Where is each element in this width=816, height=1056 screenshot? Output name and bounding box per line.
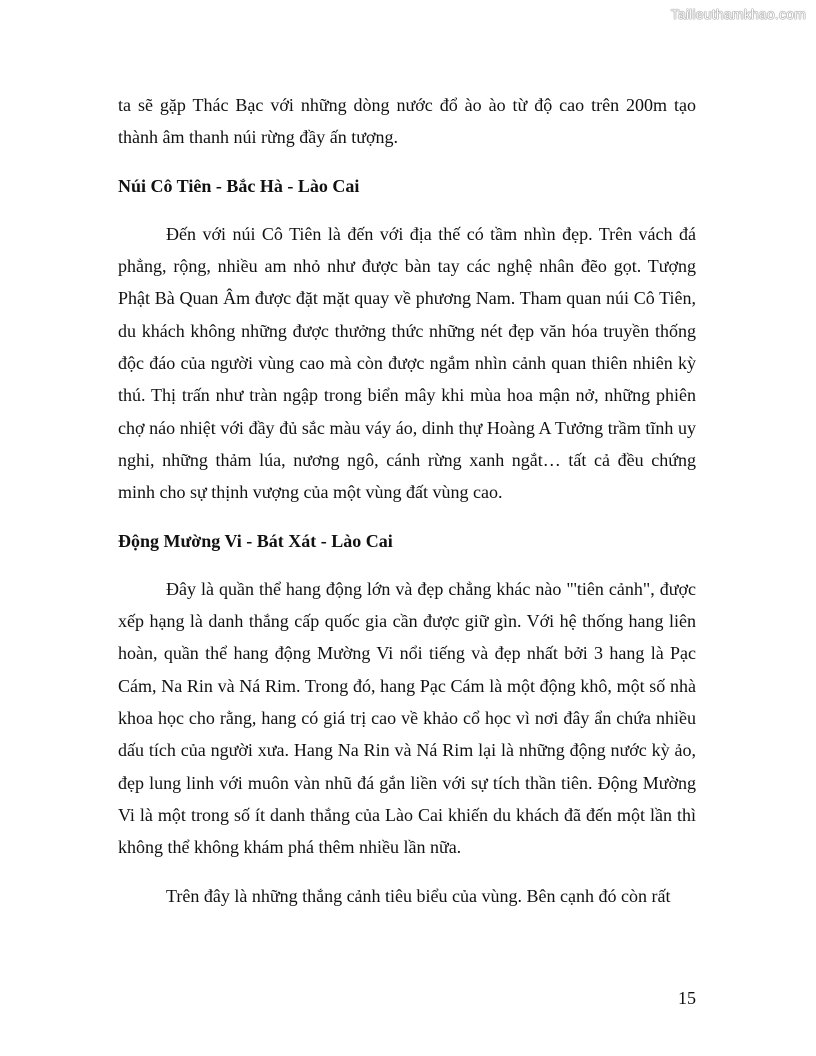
section-heading-nui-co-tien: Núi Cô Tiên - Bắc Hà - Lào Cai (118, 175, 360, 196)
body-paragraph-dong-muong-vi: Đây là quần thể hang động lớn và đẹp chẳng khác nào "'tiên cảnh", được xếp hạng là danh thắng cấp quốc gia cần được giữ gìn. Với hệ thống hang liên hoàn, quần thể hang động Mường Vi nổi tiếng và đẹp nhất bởi 3 hang là Pạc Cám, Na Rin và Ná Rim. Trong đó, hang Pạc Cám là một động khô, một số nhà khoa học cho rằng, hang có giá trị cao về khảo cổ học vì nơi đây ẩn chứa nhiều dấu tích của người xưa. Hang Na Rin và Ná Rim lại là những động nước kỳ ảo, đẹp lung linh với muôn vàn nhũ đá gắn liền với sự tích thần tiên. Động Mường Vi là một trong số ít danh thắng của Lào Cai khiến du khách đã đến một lần thì không thể không khám phá thêm nhiều lần nữa. (118, 578, 696, 858)
page-number: 15 (678, 988, 696, 1008)
section-heading-dong-muong-vi: Động Mường Vi - Bát Xát - Lào Cai (118, 530, 393, 551)
page-content (118, 89, 696, 912)
body-paragraph-nui-co-tien: Đến với núi Cô Tiên là đến với địa thế có tầm nhìn đẹp. Trên vách đá phẳng, rộng, nhiều am nhỏ như được bàn tay các nghệ nhân đẽo gọt. Tượng Phật Bà Quan Âm được đặt mặt quay về phương Nam. Tham quan núi Cô Tiên, du khách không những được thưởng thức những nét đẹp văn hóa truyền thống độc đáo của người vùng cao mà còn được ngắm nhìn cảnh quan thiên nhiên kỳ thú. Thị trấn như tràn ngập trong biển mây khi mùa hoa mận nở, những phiên chợ náo nhiệt với đầy đủ sắc màu váy áo, dinh thự Hoàng A Tưởng trầm tĩnh uy nghi, những thảm lúa, nương ngô, cánh rừng xanh ngắt… tất cả đều chứng minh cho sự thịnh vượng của một vùng đất vùng cao. (118, 223, 696, 503)
watermark-text: Tailieuthamkhao.com (670, 6, 806, 22)
intro-paragraph: ta sẽ gặp Thác Bạc với những dòng nước đổ ào ào từ độ cao trên 200m tạo thành âm thanh núi rừng đầy ấn tượng. (118, 95, 696, 148)
body-paragraph-closing: Trên đây là những thắng cảnh tiêu biểu của vùng. Bên cạnh đó còn rất (166, 885, 671, 906)
